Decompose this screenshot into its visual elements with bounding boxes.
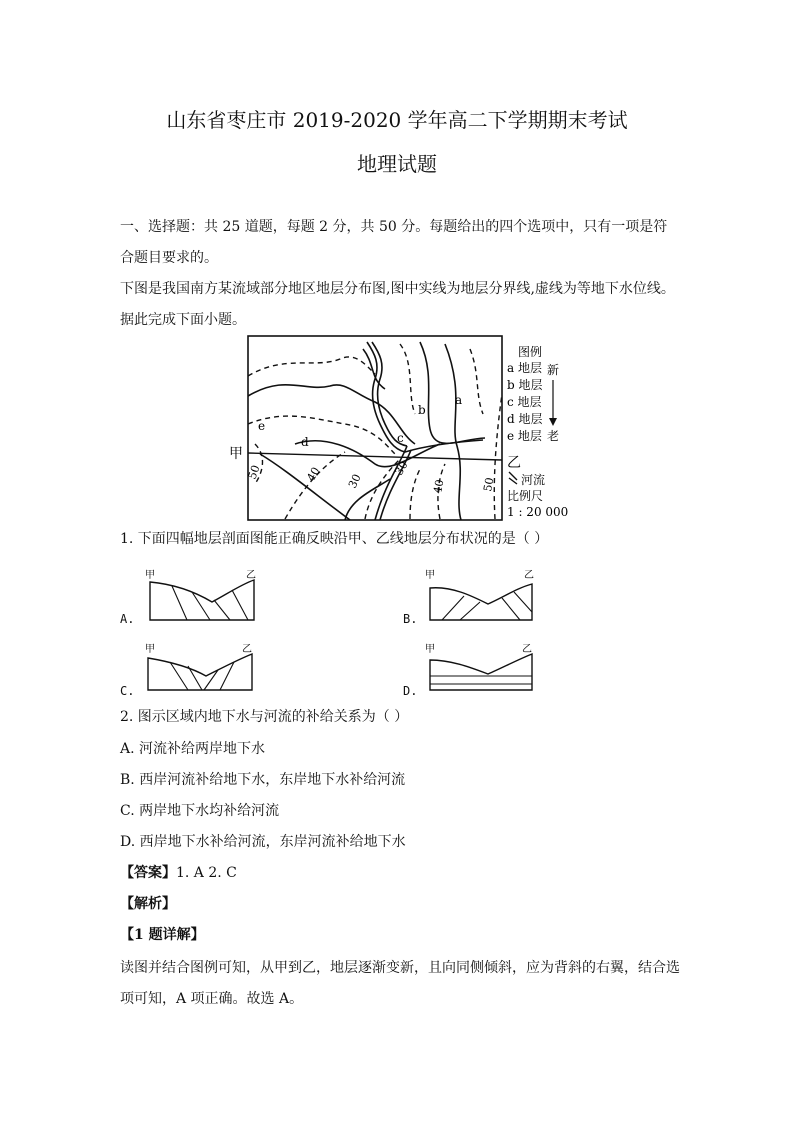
- point-end-label: 乙: [507, 455, 521, 471]
- contour-label: 40: [431, 478, 447, 495]
- question-1-stem: 1. 下面四幅地层剖面图能正确反映沿甲、乙线地层分布状况的是（ ）: [120, 531, 549, 547]
- contour-label: 30: [345, 472, 364, 491]
- q1-option-d[interactable]: D.: [403, 684, 418, 698]
- profile-end-label: 乙: [522, 644, 532, 655]
- arrow-down-icon: [549, 418, 557, 426]
- layer-mark-c: c: [397, 431, 404, 445]
- q1-option-c[interactable]: C.: [120, 684, 135, 698]
- q2-option-d[interactable]: D. 西岸地下水补给河流，东岸河流补给地下水: [120, 834, 406, 850]
- q1-option-a[interactable]: A.: [120, 612, 135, 626]
- legend-layer-e: e 地层: [507, 429, 542, 443]
- layer-mark-b: b: [418, 403, 426, 417]
- q2-option-b[interactable]: B. 西岸河流补给地下水，东岸地下水补给河流: [120, 772, 406, 788]
- legend-layer-c: c 地层: [507, 395, 542, 409]
- legend-older: 老: [547, 429, 560, 443]
- river-icon: [509, 472, 517, 484]
- profile-end-label: 乙: [242, 644, 252, 655]
- layer-mark-e: e: [258, 419, 266, 433]
- legend-scale-value: 1 : 20 000: [507, 505, 569, 519]
- profile-end-label: 乙: [246, 570, 256, 581]
- profile-b: [422, 568, 540, 624]
- legend-layer-d: d 地层: [507, 412, 543, 426]
- answer-line: [120, 862, 237, 882]
- q2-option-a[interactable]: A. 河流补给两岸地下水: [120, 741, 266, 757]
- contour-label: 40: [304, 464, 323, 484]
- analysis-sub-label: 【1 题详解】: [120, 927, 205, 943]
- answer-text: 1. A 2. C: [176, 865, 237, 881]
- layer-mark-d: d: [301, 435, 309, 449]
- intro-paragraph: 下图是我国南方某流域部分地区地层分布图,图中实线为地层分界线,虚线为等地下水位线。据此完成下面小题。: [120, 281, 675, 328]
- q2-option-c[interactable]: C. 两岸地下水均补给河流: [120, 803, 280, 819]
- contour-label: 30: [392, 458, 411, 478]
- contour-label: 50: [245, 463, 263, 482]
- section-instructions: 一、选择题：共 25 道题，每题 2 分，共 50 分。每题给出的四个选项中，只有一项是符合题目要求的。: [120, 219, 668, 266]
- profile-start-label: 甲: [145, 570, 155, 581]
- section-line: [248, 453, 502, 460]
- legend-newer: 新: [547, 363, 560, 377]
- legend-scale-label: 比例尺: [507, 489, 544, 503]
- answer-label: 【答案】: [120, 865, 176, 881]
- analysis-text: 读图并结合图例可知，从甲到乙，地层逐渐变新，且向同侧倾斜，应为背斜的右翼，结合选项可知，A 项正确。故选 A。: [120, 960, 680, 1007]
- stratum-map: [225, 334, 570, 524]
- profile-start-label: 甲: [145, 644, 155, 655]
- profile-d: [422, 640, 540, 696]
- groundwater-contours: [245, 344, 502, 519]
- contour-label: 50: [481, 476, 497, 493]
- profile-a: [142, 568, 260, 624]
- legend-layer-b: b 地层: [507, 378, 543, 392]
- page-title: 山东省枣庄市 2019-2020 学年高二下学期期末考试: [166, 108, 628, 132]
- q1-option-b[interactable]: B.: [403, 612, 418, 626]
- point-start-label: 甲: [229, 446, 243, 462]
- legend-layer-a: a 地层: [507, 361, 542, 375]
- profile-end-label: 乙: [524, 570, 534, 581]
- river-channel: [367, 342, 483, 520]
- profile-start-label: 甲: [425, 570, 435, 581]
- analysis-label: 【解析】: [120, 896, 176, 912]
- legend-river: 河流: [521, 473, 546, 487]
- profile-start-label: 甲: [425, 644, 435, 655]
- page-subtitle: 地理试题: [357, 152, 437, 176]
- question-2-stem: 2. 图示区域内地下水与河流的补给关系为（ ）: [120, 709, 409, 725]
- profile-c: [142, 640, 260, 696]
- layer-mark-a: a: [455, 393, 463, 407]
- legend-title: 图例: [518, 345, 543, 359]
